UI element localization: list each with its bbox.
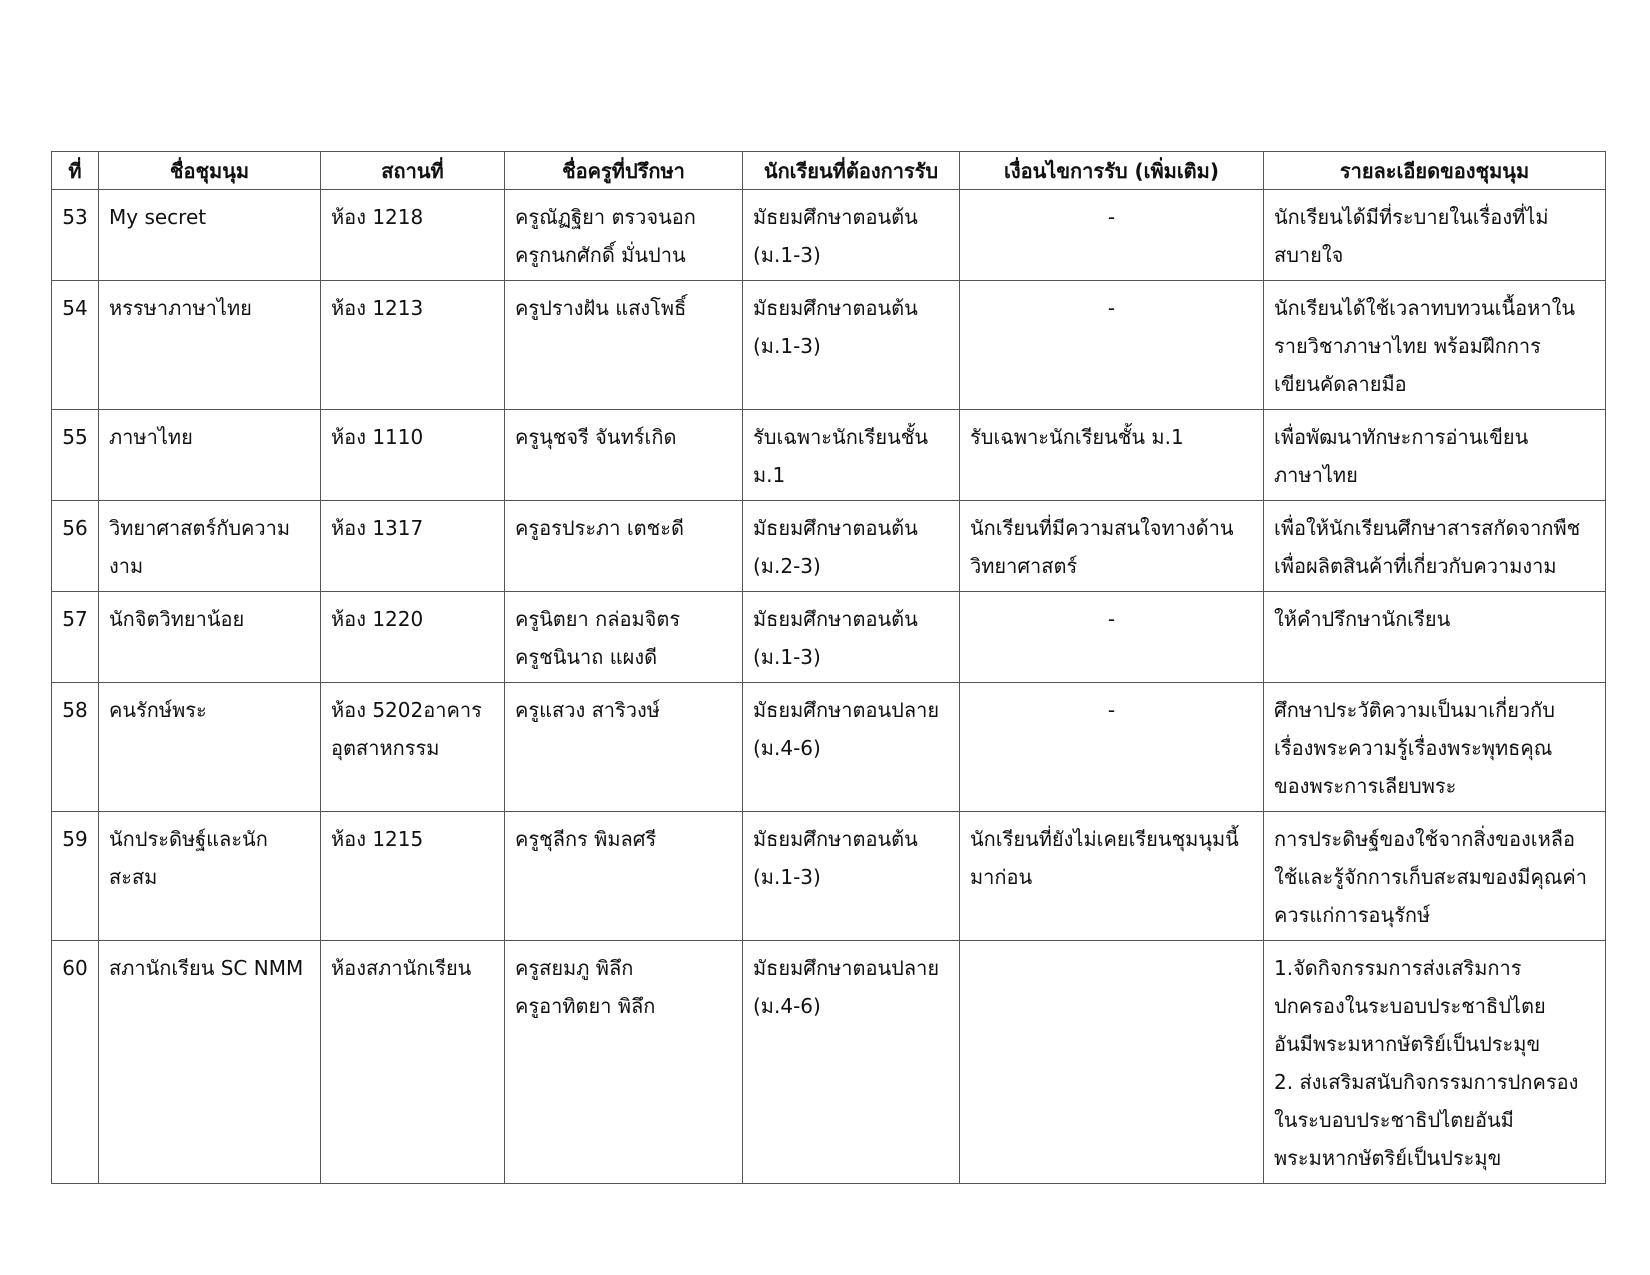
header-club-details: รายละเอียดของชุมนุม [1264, 152, 1606, 190]
club-name-line: My secret [109, 205, 207, 229]
row-number-cell: 53 [52, 190, 99, 281]
header-row [52, 152, 1606, 190]
club-details-line: พระมหากษัตริย์เป็นประมุข [1274, 1146, 1502, 1170]
club-details-cell [1264, 812, 1606, 941]
target-students-line: (ม.1-3) [753, 334, 821, 358]
club-name-cell [99, 281, 321, 410]
club-details-line: เขียนคัดลายมือ [1274, 372, 1407, 396]
target-students-line: มัธยมศึกษาตอนต้น [753, 296, 918, 320]
advisor-name-line: ครูณัฏฐิยา ตรวจนอก [515, 205, 696, 229]
condition-line: นักเรียนที่มีความสนใจทางด้าน [970, 516, 1234, 540]
advisor-name-cell [505, 501, 743, 592]
table-row [52, 501, 1606, 592]
advisor-name-line: ครูชุลีกร พิมลศรี [515, 827, 657, 851]
condition-line: - [1107, 296, 1116, 320]
club-details-line: ให้คำปรึกษานักเรียน [1274, 607, 1451, 631]
club-details-line: เพื่อผลิตสินค้าที่เกี่ยวกับความงาม [1274, 554, 1557, 578]
table-row [52, 683, 1606, 812]
club-name-cell [99, 410, 321, 501]
header-conditions: เงื่อนไขการรับ (เพิ่มเติม) [960, 152, 1264, 190]
advisor-name-cell [505, 812, 743, 941]
club-name-line: นักประดิษฐ์และนัก [109, 827, 268, 851]
condition-cell [960, 683, 1264, 812]
condition-cell [960, 190, 1264, 281]
condition-line: วิทยาศาสตร์ [970, 554, 1078, 578]
condition-line: นักเรียนที่ยังไม่เคยเรียนชุมนุมนี้ [970, 827, 1239, 851]
club-details-cell [1264, 410, 1606, 501]
condition-line: - [1107, 698, 1116, 722]
club-details-line: เรื่องพระความรู้เรื่องพระพุทธคุณ [1274, 736, 1553, 760]
club-details-cell [1264, 501, 1606, 592]
advisor-name-cell [505, 281, 743, 410]
club-name-line: ภาษาไทย [109, 425, 193, 449]
header-target-students: นักเรียนที่ต้องการรับ [743, 152, 960, 190]
club-details-line: ภาษาไทย [1274, 463, 1358, 487]
club-list-table [51, 151, 1606, 1184]
advisor-name-line: ครูสยมภู พิลึก [515, 956, 634, 980]
condition-line: - [1107, 607, 1116, 631]
condition-cell [960, 592, 1264, 683]
condition-line: - [1107, 205, 1116, 229]
club-details-cell [1264, 683, 1606, 812]
target-students-cell [743, 941, 960, 1184]
club-details-line: 2. ส่งเสริมสนับกิจกรรมการปกครอง [1274, 1070, 1579, 1094]
place-cell [321, 812, 505, 941]
condition-line: รับเฉพาะนักเรียนชั้น ม.1 [970, 425, 1184, 449]
advisor-name-cell [505, 190, 743, 281]
place-line: ห้อง 1317 [331, 516, 424, 540]
club-details-line: นักเรียนได้ใช้เวลาทบทวนเนื้อหาใน [1274, 296, 1576, 320]
target-students-line: มัธยมศึกษาตอนปลาย [753, 698, 940, 722]
target-students-line: (ม.4-6) [753, 736, 821, 760]
condition-cell [960, 501, 1264, 592]
club-details-line: ศึกษาประวัติความเป็นมาเกี่ยวกับ [1274, 698, 1555, 722]
table-row [52, 190, 1606, 281]
table-row [52, 812, 1606, 941]
target-students-cell [743, 683, 960, 812]
club-details-line: ควรแก่การอนุรักษ์ [1274, 903, 1431, 927]
target-students-line: รับเฉพาะนักเรียนชั้น [753, 425, 929, 449]
header-place: สถานที่ [321, 152, 505, 190]
place-cell [321, 190, 505, 281]
place-cell [321, 410, 505, 501]
table-row [52, 592, 1606, 683]
row-number-cell: 60 [52, 941, 99, 1184]
club-name-line: งาม [109, 554, 144, 578]
club-details-cell [1264, 190, 1606, 281]
table-row [52, 410, 1606, 501]
place-line: อุตสาหกรรม [331, 736, 440, 760]
target-students-line: มัธยมศึกษาตอนต้น [753, 205, 918, 229]
row-number-cell: 56 [52, 501, 99, 592]
place-cell [321, 501, 505, 592]
club-details-line: ปกครองในระบอบประชาธิปไตย [1274, 994, 1546, 1018]
target-students-line: มัธยมศึกษาตอนต้น [753, 827, 918, 851]
club-name-cell [99, 501, 321, 592]
advisor-name-cell [505, 941, 743, 1184]
club-details-cell [1264, 941, 1606, 1184]
target-students-line: (ม.1-3) [753, 243, 821, 267]
row-number-cell: 55 [52, 410, 99, 501]
row-number-cell: 57 [52, 592, 99, 683]
table-row [52, 281, 1606, 410]
place-line: ห้อง 1218 [331, 205, 424, 229]
place-line: ห้อง 5202อาคาร [331, 698, 482, 722]
advisor-name-line: ครูแสวง สาริวงษ์ [515, 698, 660, 722]
place-line: ห้องสภานักเรียน [331, 956, 472, 980]
club-details-line: ของพระการเลียบพระ [1274, 774, 1457, 798]
club-name-cell [99, 941, 321, 1184]
target-students-line: มัธยมศึกษาตอนต้น [753, 607, 918, 631]
condition-cell [960, 941, 1264, 1184]
advisor-name-line: ครูนิตยา กล่อมจิตร [515, 607, 681, 631]
advisor-name-line: ครูนุชจรี จันทร์เกิด [515, 425, 677, 449]
target-students-line: (ม.4-6) [753, 994, 821, 1018]
target-students-cell [743, 190, 960, 281]
table-row [52, 941, 1606, 1184]
header-advisor: ชื่อครูที่ปรึกษา [505, 152, 743, 190]
place-line: ห้อง 1110 [331, 425, 424, 449]
club-details-line: การประดิษฐ์ของใช้จากสิ่งของเหลือ [1274, 827, 1576, 851]
advisor-name-line: ครูอาทิตยา พิลึก [515, 994, 656, 1018]
club-name-cell [99, 812, 321, 941]
header-club-name: ชื่อชุมนุม [99, 152, 321, 190]
target-students-cell [743, 812, 960, 941]
place-cell [321, 683, 505, 812]
table-header [52, 152, 1606, 190]
club-name-line: คนรักษ์พระ [109, 698, 207, 722]
condition-cell [960, 281, 1264, 410]
place-line: ห้อง 1213 [331, 296, 424, 320]
place-cell [321, 281, 505, 410]
advisor-name-line: ครูปรางฝัน แสงโพธิ์ [515, 296, 687, 320]
club-details-line: อันมีพระมหากษัตริย์เป็นประมุข [1274, 1032, 1541, 1056]
club-details-line: นักเรียนได้มีที่ระบายในเรื่องที่ไม่ [1274, 205, 1549, 229]
club-name-cell [99, 190, 321, 281]
target-students-line: (ม.1-3) [753, 645, 821, 669]
club-details-line: 1.จัดกิจกรรมการส่งเสริมการ [1274, 956, 1522, 980]
club-details-line: ในระบอบประชาธิปไตยอันมี [1274, 1108, 1514, 1132]
place-line: ห้อง 1220 [331, 607, 424, 631]
advisor-name-line: ครูชนินาถ แผงดี [515, 645, 658, 669]
target-students-line: (ม.1-3) [753, 865, 821, 889]
club-details-line: สบายใจ [1274, 243, 1344, 267]
place-line: ห้อง 1215 [331, 827, 424, 851]
club-name-cell [99, 592, 321, 683]
target-students-line: มัธยมศึกษาตอนต้น [753, 516, 918, 540]
club-details-cell [1264, 281, 1606, 410]
advisor-name-cell [505, 683, 743, 812]
condition-cell [960, 812, 1264, 941]
club-details-line: ใช้และรู้จักการเก็บสะสมของมีคุณค่า [1274, 865, 1588, 889]
club-name-line: สภานักเรียน SC NMM [109, 956, 304, 980]
header-no: ที่ [52, 152, 99, 190]
target-students-cell [743, 281, 960, 410]
place-cell [321, 592, 505, 683]
advisor-name-line: ครูกนกศักดิ์ มั่นปาน [515, 243, 686, 267]
row-number-cell: 58 [52, 683, 99, 812]
condition-line: มาก่อน [970, 865, 1033, 889]
table-body [52, 190, 1606, 1184]
club-name-line: สะสม [109, 865, 158, 889]
club-details-cell [1264, 592, 1606, 683]
row-number-cell: 54 [52, 281, 99, 410]
target-students-cell [743, 592, 960, 683]
row-number-cell: 59 [52, 812, 99, 941]
advisor-name-line: ครูอรประภา เตชะดี [515, 516, 684, 540]
target-students-line: ม.1 [753, 463, 786, 487]
club-name-line: หรรษาภาษาไทย [109, 296, 252, 320]
target-students-line: (ม.2-3) [753, 554, 821, 578]
target-students-line: มัธยมศึกษาตอนปลาย [753, 956, 940, 980]
target-students-cell [743, 501, 960, 592]
club-details-line: เพื่อพัฒนาทักษะการอ่านเขียน [1274, 425, 1529, 449]
target-students-cell [743, 410, 960, 501]
condition-cell [960, 410, 1264, 501]
advisor-name-cell [505, 410, 743, 501]
club-details-line: รายวิชาภาษาไทย พร้อมฝึกการ [1274, 334, 1541, 358]
club-name-line: นักจิตวิทยาน้อย [109, 607, 245, 631]
advisor-name-cell [505, 592, 743, 683]
place-cell [321, 941, 505, 1184]
club-name-line: วิทยาศาสตร์กับความ [109, 516, 291, 540]
club-name-cell [99, 683, 321, 812]
club-details-line: เพื่อให้นักเรียนศึกษาสารสกัดจากพืช [1274, 516, 1581, 540]
